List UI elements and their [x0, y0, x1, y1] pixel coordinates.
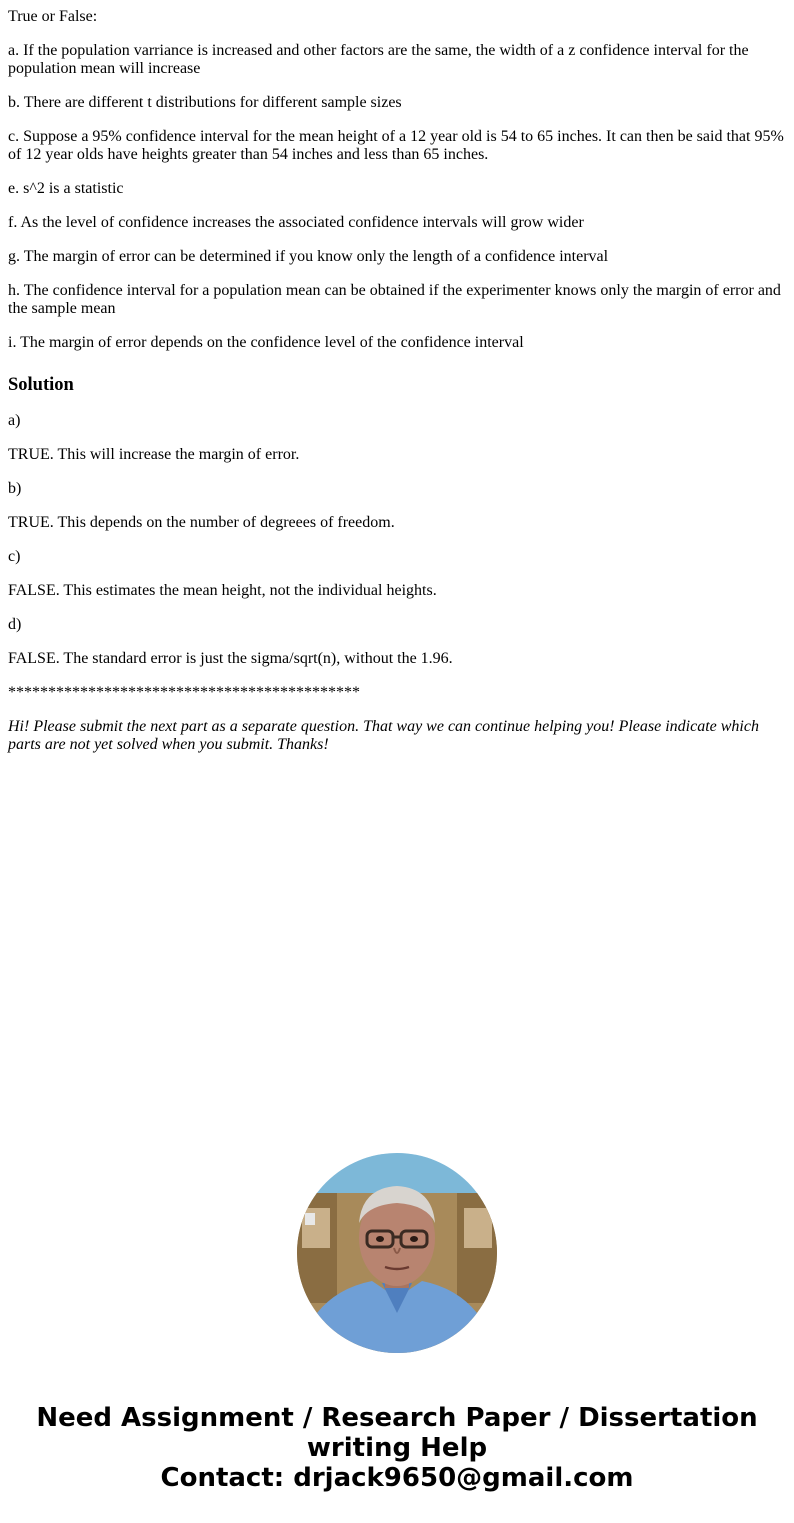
- question-item-e: e. s^2 is a statistic: [8, 180, 124, 197]
- answer-label-b: b): [8, 480, 22, 497]
- portrait-image: [297, 1153, 497, 1353]
- footer-line-1: Need Assignment / Research Paper / Dissertation: [36, 1403, 758, 1433]
- answer-text-c: FALSE. This estimates the mean height, not the individual heights.: [8, 582, 437, 599]
- question-item-g: g. The margin of error can be determined if you know only the length of a confidence interval: [8, 248, 609, 265]
- solution-heading: Solution: [8, 375, 74, 395]
- question-item-b: b. There are different t distributions for different sample sizes: [8, 94, 402, 111]
- answer-text-d: FALSE. The standard error is just the sigma/sqrt(n), without the 1.96.: [8, 650, 453, 667]
- footer-contact: Contact: drjack9650@gmail.com: [160, 1463, 634, 1493]
- question-item-c: c. Suppose a 95% confidence interval for the mean height of a 12 year old is 54 to 65 inches. It can then be said that 95% of 12 year olds have heights greater than 54 inches and less than 65 inches.: [8, 128, 784, 163]
- question-item-i: i. The margin of error depends on the confidence level of the confidence interval: [8, 334, 524, 351]
- answer-label-a: a): [8, 412, 21, 429]
- answer-label-c: c): [8, 548, 21, 565]
- question-item-h: h. The confidence interval for a population mean can be obtained if the experimenter knows only the margin of error and the sample mean: [8, 282, 781, 317]
- separator-line: ********************************************: [8, 684, 360, 701]
- question-intro: True or False:: [8, 8, 98, 25]
- answer-text-b: TRUE. This depends on the number of degreees of freedom.: [8, 514, 395, 531]
- answer-text-a: TRUE. This will increase the margin of error.: [8, 446, 300, 463]
- question-item-a: a. If the population varriance is increased and other factors are the same, the width of a z confidence interval for the population mean will increase: [8, 42, 749, 77]
- footer-line-2: writing Help: [306, 1433, 488, 1463]
- author-avatar: [297, 1153, 497, 1353]
- answer-label-d: d): [8, 616, 22, 633]
- document-content: [8, 8, 786, 770]
- closing-note: Hi! Please submit the next part as a separate question. That way we can continue helping you! Please indicate which parts are not yet solved when you submit. Thanks!: [8, 718, 759, 753]
- question-item-f: f. As the level of confidence increases the associated confidence intervals will grow wider: [8, 214, 584, 231]
- footer-banner: [0, 1403, 794, 1493]
